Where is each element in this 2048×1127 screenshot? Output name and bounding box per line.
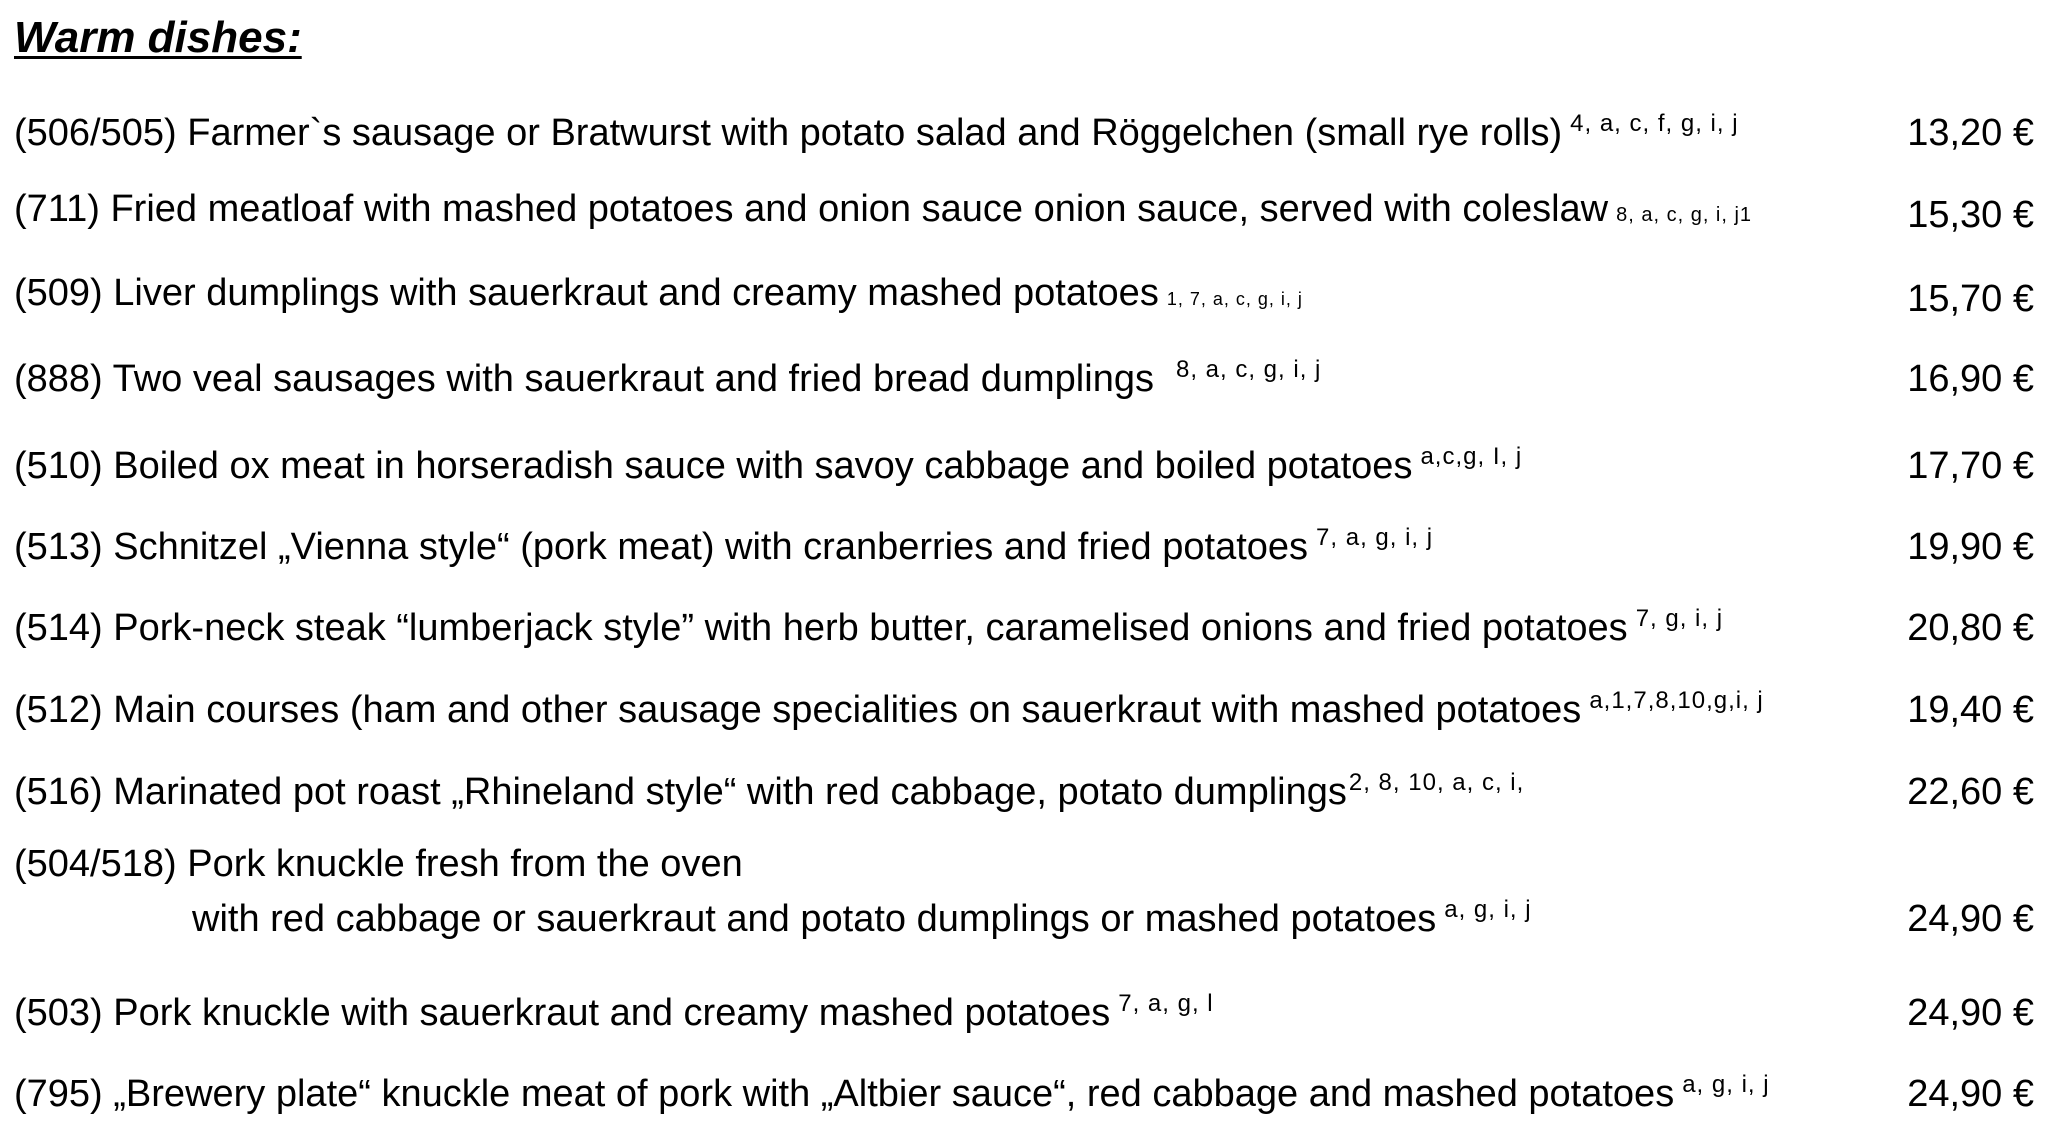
- allergen-codes: 7, a, g, i, j: [1316, 524, 1434, 551]
- dish-text: „Brewery plate“ knuckle meat of pork with „Altbier sauce“, red cabbage and mashed potatoes: [113, 1073, 1675, 1115]
- dish-price: 16,90 €: [1907, 358, 2034, 400]
- menu-item-711: [14, 178, 2034, 238]
- dish-description: [14, 347, 1321, 402]
- dish-text: Boiled ox meat in horseradish sauce with savoy cabbage and boiled potatoes: [113, 445, 1413, 487]
- dish-text-continued: [14, 887, 1532, 942]
- dish-price: 22,60 €: [1907, 771, 2034, 813]
- dish-text: Main courses (ham and other sausage specialities on sauerkraut with mashed potatoes: [113, 689, 1582, 731]
- allergen-codes: 2, 8, 10, a, c, i,: [1348, 769, 1525, 796]
- dish-description: [14, 270, 1303, 322]
- allergen-codes: 8, a, c, g, i, j1: [1616, 204, 1753, 226]
- dish-text: Farmer`s sausage or Bratwurst with potato salad and Röggelchen (small rye rolls): [187, 112, 1563, 154]
- dish-code: (512): [14, 689, 103, 731]
- allergen-codes: 7, g, i, j: [1635, 605, 1724, 632]
- dish-price: 15,30 €: [1907, 194, 2034, 236]
- dish-text: Liver dumplings with sauerkraut and creamy mashed potatoes: [113, 272, 1159, 314]
- menu-item-510: [14, 429, 2034, 489]
- allergen-codes: a,1,7,8,10,g,i, j: [1589, 687, 1764, 714]
- menu-item-506-505: [14, 96, 2034, 156]
- dish-description: [14, 434, 1522, 489]
- dish-price: 24,90 €: [1907, 898, 2034, 940]
- allergen-codes: 1, 7, a, c, g, i, j: [1166, 289, 1303, 309]
- menu-item-503: [14, 976, 2034, 1036]
- dish-price: 13,20 €: [1907, 112, 2034, 154]
- menu-item-888: [14, 342, 2034, 402]
- dish-price: 15,70 €: [1907, 278, 2034, 320]
- dish-code: (516): [14, 771, 103, 813]
- dish-price: 24,90 €: [1907, 1073, 2034, 1115]
- allergen-codes: a,c,g, I, j: [1420, 443, 1523, 470]
- dish-text: Pork knuckle fresh from the oven: [187, 843, 743, 885]
- dish-code: (506/505): [14, 112, 177, 154]
- allergen-codes: a, g, i, j: [1444, 896, 1532, 923]
- menu-item-795: [14, 1057, 2034, 1117]
- dish-price: 19,90 €: [1907, 526, 2034, 568]
- dish-price: 24,90 €: [1907, 992, 2034, 1034]
- menu-item-513: [14, 510, 2034, 570]
- dish-text: Pork-neck steak “lumberjack style” with herb butter, caramelised onions and fried potatoes: [113, 607, 1628, 649]
- dish-description: [14, 760, 1524, 815]
- dish-price: 19,40 €: [1907, 689, 2034, 731]
- dish-description: [14, 101, 1739, 156]
- dish-description: [14, 186, 1752, 238]
- menu-item-509: [14, 262, 2034, 322]
- menu-item-512: [14, 673, 2034, 733]
- dish-text: Fried meatloaf with mashed potatoes and onion sauce onion sauce, served with coleslaw: [110, 188, 1609, 230]
- dish-code: (509): [14, 272, 103, 314]
- menu-item-514: [14, 591, 2034, 651]
- dish-description: [14, 841, 1532, 942]
- dish-code: (503): [14, 992, 103, 1034]
- dish-description: [14, 1062, 1770, 1117]
- dish-text: Schnitzel „Vienna style“ (pork meat) with cranberries and fried potatoes: [113, 526, 1309, 568]
- dish-text: Marinated pot roast „Rhineland style“ with red cabbage, potato dumplings: [113, 771, 1347, 813]
- dish-code: (510): [14, 445, 103, 487]
- page-title: Warm dishes:: [14, 13, 302, 62]
- menu-item-504-518: [14, 838, 2034, 942]
- dish-description: [14, 515, 1433, 570]
- allergen-codes: a, g, i, j: [1682, 1071, 1770, 1098]
- dish-description: [14, 596, 1723, 651]
- dish-code: (711): [14, 188, 100, 230]
- dish-code: (513): [14, 526, 103, 568]
- dish-description: [14, 678, 1764, 733]
- dish-code: (795): [14, 1073, 103, 1115]
- dish-text-line-2: with red cabbage or sauerkraut and potato dumplings or mashed potatoes: [192, 898, 1437, 940]
- allergen-codes: 7, a, g, l: [1118, 990, 1214, 1017]
- dish-code: (888): [14, 358, 103, 400]
- menu-item-516: [14, 755, 2034, 815]
- dish-text: Pork knuckle with sauerkraut and creamy mashed potatoes: [113, 992, 1111, 1034]
- allergen-codes: 8, a, c, g, i, j: [1175, 356, 1322, 383]
- dish-code: (504/518): [14, 843, 177, 885]
- dish-price: 17,70 €: [1907, 445, 2034, 487]
- dish-code: (514): [14, 607, 103, 649]
- dish-description: [14, 981, 1214, 1036]
- dish-text: Two veal sausages with sauerkraut and fried bread dumplings: [112, 358, 1154, 400]
- allergen-codes: 4, a, c, f, g, i, j: [1570, 110, 1739, 137]
- dish-price: 20,80 €: [1907, 607, 2034, 649]
